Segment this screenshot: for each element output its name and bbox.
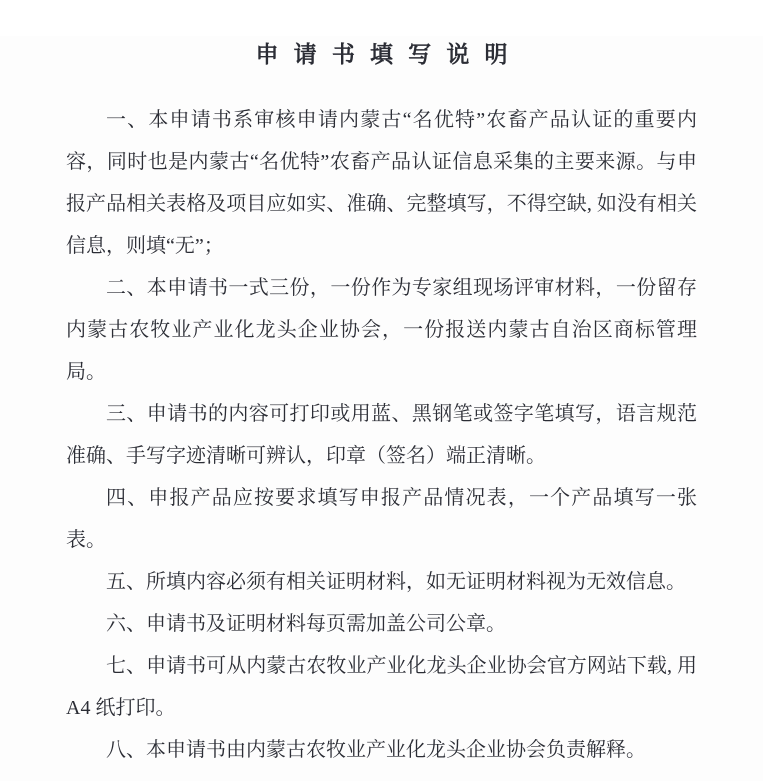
instruction-item-1: 一、本申请书系审核申请内蒙古“名优特”农畜产品认证的重要内容，同时也是内蒙古“名优特”农畜产品认证信息采集的主要来源。与申报产品相关表格及项目应如实、准确、完整填写，不得空缺, 如没有相关信息，则填“无”； (66, 109, 697, 257)
document-body (66, 99, 697, 771)
instruction-item-3: 三、申请书的内容可打印或用蓝、黑钢笔或签字笔填写，语言规范准确、手写字迹清晰可辨认，印章（签名）端正清晰。 (66, 403, 697, 467)
instruction-item-7: 七、申请书可从内蒙古农牧业产业化龙头企业协会官方网站下载, 用 A4 纸打印。 (66, 655, 697, 719)
instruction-item-6: 六、申请书及证明材料每页需加盖公司公章。 (106, 613, 506, 635)
instruction-item-4: 四、申报产品应按要求填写申报产品情况表，一个产品填写一张表。 (66, 487, 697, 551)
instruction-item-5: 五、所填内容必须有相关证明材料，如无证明材料视为无效信息。 (106, 571, 686, 593)
document-title: 申请书填写说明 (255, 42, 523, 67)
document-page (0, 36, 763, 781)
instruction-item-2: 二、本申请书一式三份，一份作为专家组现场评审材料，一份留存内蒙古农牧业产业化龙头企业协会，一份报送内蒙古自治区商标管理局。 (66, 277, 697, 383)
instruction-item-8: 八、本申请书由内蒙古农牧业产业化龙头企业协会负责解释。 (106, 739, 646, 761)
